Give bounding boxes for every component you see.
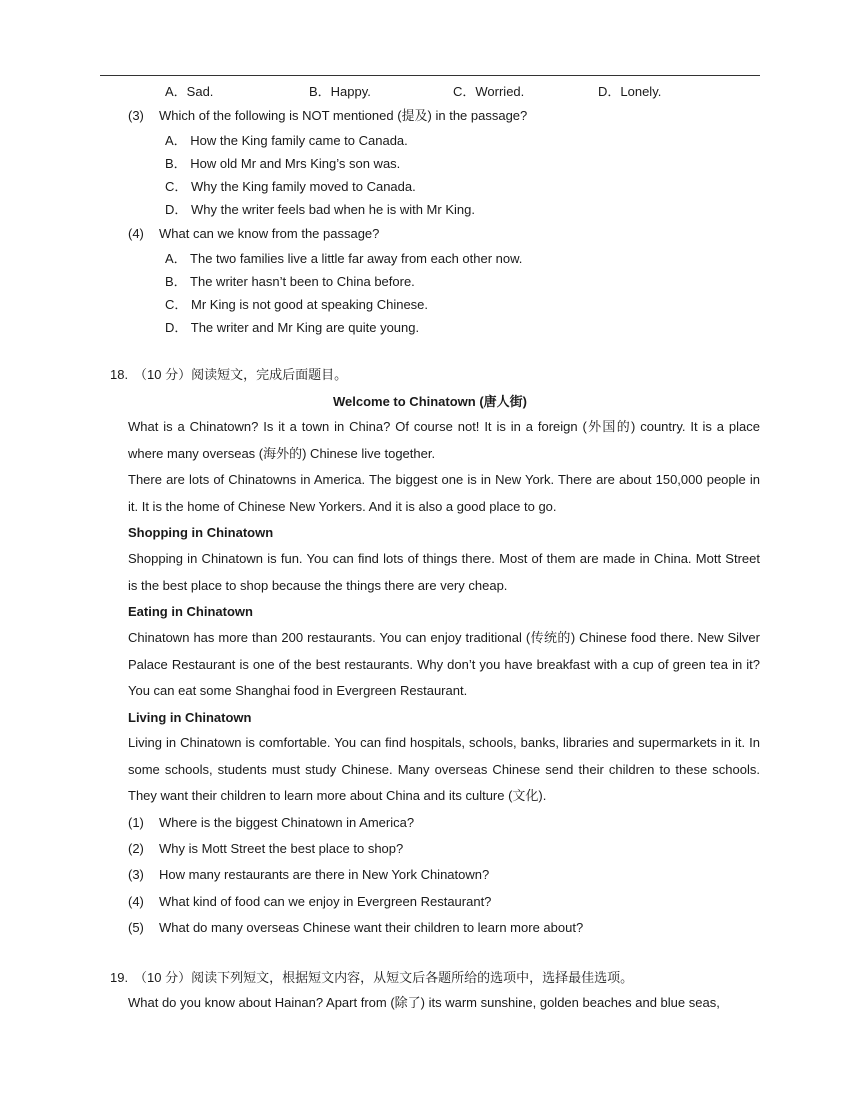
question-number: (4) bbox=[128, 226, 144, 241]
question-text: Which of the following is NOT mentioned (提及) in the passage? bbox=[159, 108, 528, 123]
header-rule bbox=[100, 75, 760, 76]
option-d: D．Lonely. bbox=[598, 84, 662, 99]
paragraph: Chinatown has more than 200 restaurants. You can enjoy traditional (传统的) Chinese food there. New Silver Palace Restaurant is one of the best restaurants. Why don’t you have breakfast with a cup of green tea in it? You can eat some Shanghai food in Evergreen Restaurant. bbox=[128, 630, 760, 698]
option-c: C． Why the King family moved to Canada. bbox=[165, 179, 416, 194]
option-c: C． Mr King is not good at speaking Chinese. bbox=[165, 297, 429, 312]
option-b: B． The writer hasn’t been to China before. bbox=[165, 274, 415, 289]
question-number: (3) bbox=[128, 108, 144, 123]
paragraph: Shopping in Chinatown is fun. You can find lots of things there. Most of them are made in China. Mott Street is the best place to shop because the things there are very cheap. bbox=[128, 551, 760, 593]
passage-title: Welcome to Chinatown (唐人街) bbox=[332, 394, 528, 409]
paragraph: There are lots of Chinatowns in America. The biggest one is in New York. There are about 150,000 people in it. It is the home of Chinese New Yorkers. And it is also a good place to go. bbox=[128, 472, 760, 514]
question-text: Where is the biggest Chinatown in America? bbox=[159, 815, 415, 830]
paragraph: What do you know about Hainan? Apart from (除了) its warm sunshine, golden beaches and blue seas, bbox=[128, 995, 720, 1010]
question-text: What kind of food can we enjoy in Evergreen Restaurant? bbox=[159, 894, 492, 909]
question-number: (3) bbox=[128, 867, 144, 882]
question-number: (5) bbox=[128, 920, 144, 935]
option-a: A． The two families live a little far away from each other now. bbox=[165, 251, 523, 266]
question-text: Why is Mott Street the best place to shop? bbox=[159, 841, 404, 856]
question-number: (4) bbox=[128, 894, 144, 909]
question-text: What do many overseas Chinese want their children to learn more about? bbox=[159, 920, 584, 935]
paragraph: What is a Chinatown? Is it a town in China? Of course not! It is in a foreign (外国的) country. It is a place where many overseas (海外的) Chinese live together. bbox=[128, 419, 760, 461]
question-number: (2) bbox=[128, 841, 144, 856]
section-instruction: （10 分）阅读短文，完成后面题目。 bbox=[134, 367, 348, 382]
section-heading: Eating in Chinatown bbox=[128, 604, 253, 619]
question-text: What can we know from the passage? bbox=[159, 226, 380, 241]
option-a: A． How the King family came to Canada. bbox=[165, 133, 408, 148]
section-heading: Living in Chinatown bbox=[128, 710, 252, 725]
question-number: (1) bbox=[128, 815, 144, 830]
option-b: B．Happy. bbox=[309, 84, 371, 99]
section-number: 19. bbox=[110, 970, 129, 985]
section-instruction: （10 分）阅读下列短文，根据短文内容，从短文后各题所给的选项中，选择最佳选项。 bbox=[134, 970, 634, 985]
question-text: How many restaurants are there in New York Chinatown? bbox=[159, 867, 490, 882]
paragraph: Living in Chinatown is comfortable. You can find hospitals, schools, banks, libraries and supermarkets in it. In some schools, students must study Chinese. Many overseas Chinese send their children to these schools. They want their children to learn more about China and its culture (文化). bbox=[128, 735, 760, 803]
option-b: B． How old Mr and Mrs King’s son was. bbox=[165, 156, 401, 171]
option-d: D． The writer and Mr King are quite young. bbox=[165, 320, 420, 335]
section-heading: Shopping in Chinatown bbox=[128, 525, 274, 540]
option-c: C．Worried. bbox=[453, 84, 525, 99]
option-d: D． Why the writer feels bad when he is with Mr King. bbox=[165, 202, 475, 217]
option-a: A．Sad. bbox=[165, 84, 214, 99]
section-number: 18. bbox=[110, 367, 129, 382]
